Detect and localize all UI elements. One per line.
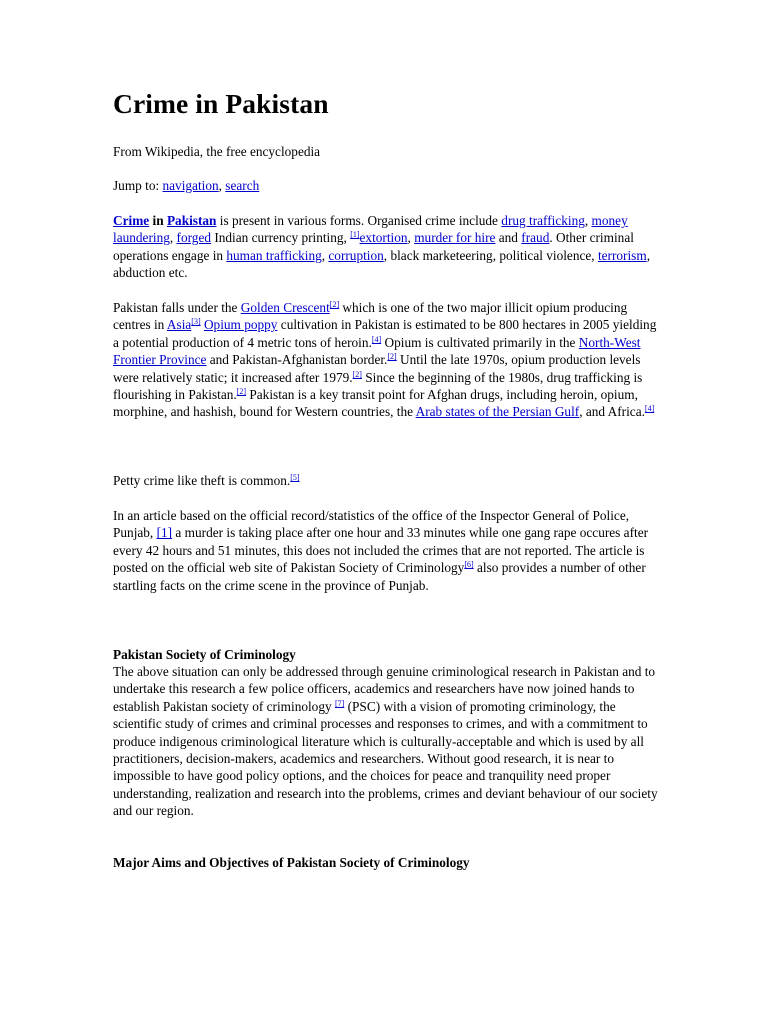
jump-links: Jump to: navigation, search: [113, 178, 260, 193]
money-laundering-link[interactable]: money laundering: [113, 213, 628, 246]
punjab-statistics-paragraph: In an article based on the official record/statistics of the office of the Inspector General of Police, Punjab, [1] a murder is taking place after one hour and 33 minutes while one gang rape occures after every 42 hours and 51 minutes, this does not included the crimes that are not reported. The article is posted on the official web site of Pakistan Society of Criminology[6] also provides a number of other startling facts on the crime scene in the province of Punjab.: [113, 508, 649, 593]
north-west-frontier-province-link[interactable]: North-West Frontier Province: [113, 334, 641, 368]
crime-link[interactable]: Crime: [113, 213, 150, 228]
citation-link[interactable]: [3]: [191, 317, 201, 327]
psc-paragraph: The above situation can only be addressed through genuine criminological research in Pakistan and to undertake this research a few police officers, academics and researchers have now joined hands to establish Pakistan society of criminology [7] (PSC) with a vision of promoting criminology, the scientific study of crimes and criminal processes and responses to crimes, and with a commitment to produce indigenous criminological literature which is culturally-acceptable and which is used by all practitioners, decision-makers, academics and researchers. Without good research, it is near to impossible to have good policy options, and the choices for peace and tranquility need proper understanding, realization and research into the problems, crimes and deviant behaviour of our society and our region.: [113, 664, 658, 819]
drug-trafficking-link[interactable]: drug trafficking: [501, 213, 585, 228]
citation-link[interactable]: [2]: [329, 300, 340, 309]
citation-link[interactable]: [2]: [352, 369, 362, 379]
citation-link[interactable]: [2]: [236, 387, 247, 397]
citation-link[interactable]: [5]: [290, 473, 300, 482]
citation-link[interactable]: [1]: [350, 230, 360, 240]
opium-poppy-link[interactable]: Opium poppy: [203, 317, 278, 333]
citation-link[interactable]: [4]: [644, 404, 655, 414]
murder-for-hire-link[interactable]: murder for hire: [414, 230, 496, 246]
citation-link[interactable]: [4]: [371, 334, 382, 344]
page-title: Crime in Pakistan: [113, 88, 329, 119]
tagline: From Wikipedia, the free encyclopedia: [113, 144, 321, 159]
intro-paragraph: Crime in Pakistan is present in various forms. Organised crime include drug trafficking, money laundering, forged Indian currency printing, [1]extortion, murder for hire and fraud. Other criminal operations engage in human trafficking, corruption, black marketeering, political violence, terrorism, abduction etc.: [113, 213, 651, 281]
forged-link[interactable]: forged: [176, 230, 211, 246]
golden-crescent-link[interactable]: Golden Crescent: [240, 300, 330, 315]
pakistan-link[interactable]: Pakistan: [166, 213, 217, 228]
citation-link[interactable]: [7]: [334, 698, 345, 708]
external-reference-link[interactable]: [1]: [156, 525, 173, 541]
search-link[interactable]: search: [225, 178, 260, 193]
navigation-link[interactable]: navigation: [162, 178, 219, 193]
terrorism-link[interactable]: terrorism: [597, 247, 647, 263]
fraud-link[interactable]: fraud: [521, 230, 550, 246]
asia-link[interactable]: Asia: [166, 317, 192, 333]
extortion-link[interactable]: extortion: [359, 230, 408, 246]
citation-link[interactable]: [2]: [387, 352, 397, 362]
opium-paragraph: Pakistan falls under the Golden Crescent[2] which is one of the two major illicit opium producing centres in Asia[3] Opium poppy cultivation in Pakistan is estimated to be 800 hectares in 2005 yielding a potential production of 4 metric tons of heroin.[4] Opium is cultivated primarily in the North-West Frontier Province and Pakistan-Afghanistan border.[2] Until the late 1970s, opium production levels were relatively static; it increased after 1979.[2] Since the beginning of the 1980s, drug trafficking is flourishing in Pakistan.[2] Pakistan is a key transit point for Afghan drugs, including heroin, opium, morphine, and hashish, bound for Western countries, the Arab states of the Persian Gulf, and Africa.[4]: [113, 300, 657, 420]
psc-heading: Pakistan Society of Criminology: [113, 647, 296, 662]
human-trafficking-link[interactable]: human trafficking: [226, 247, 322, 263]
citation-link[interactable]: [6]: [464, 560, 474, 570]
aims-heading: Major Aims and Objectives of Pakistan Society of Criminology: [113, 855, 470, 870]
arab-states-link[interactable]: Arab states of the Persian Gulf: [415, 404, 580, 420]
petty-crime-paragraph: Petty crime like theft is common.[5]: [113, 473, 300, 488]
corruption-link[interactable]: corruption: [328, 247, 384, 263]
